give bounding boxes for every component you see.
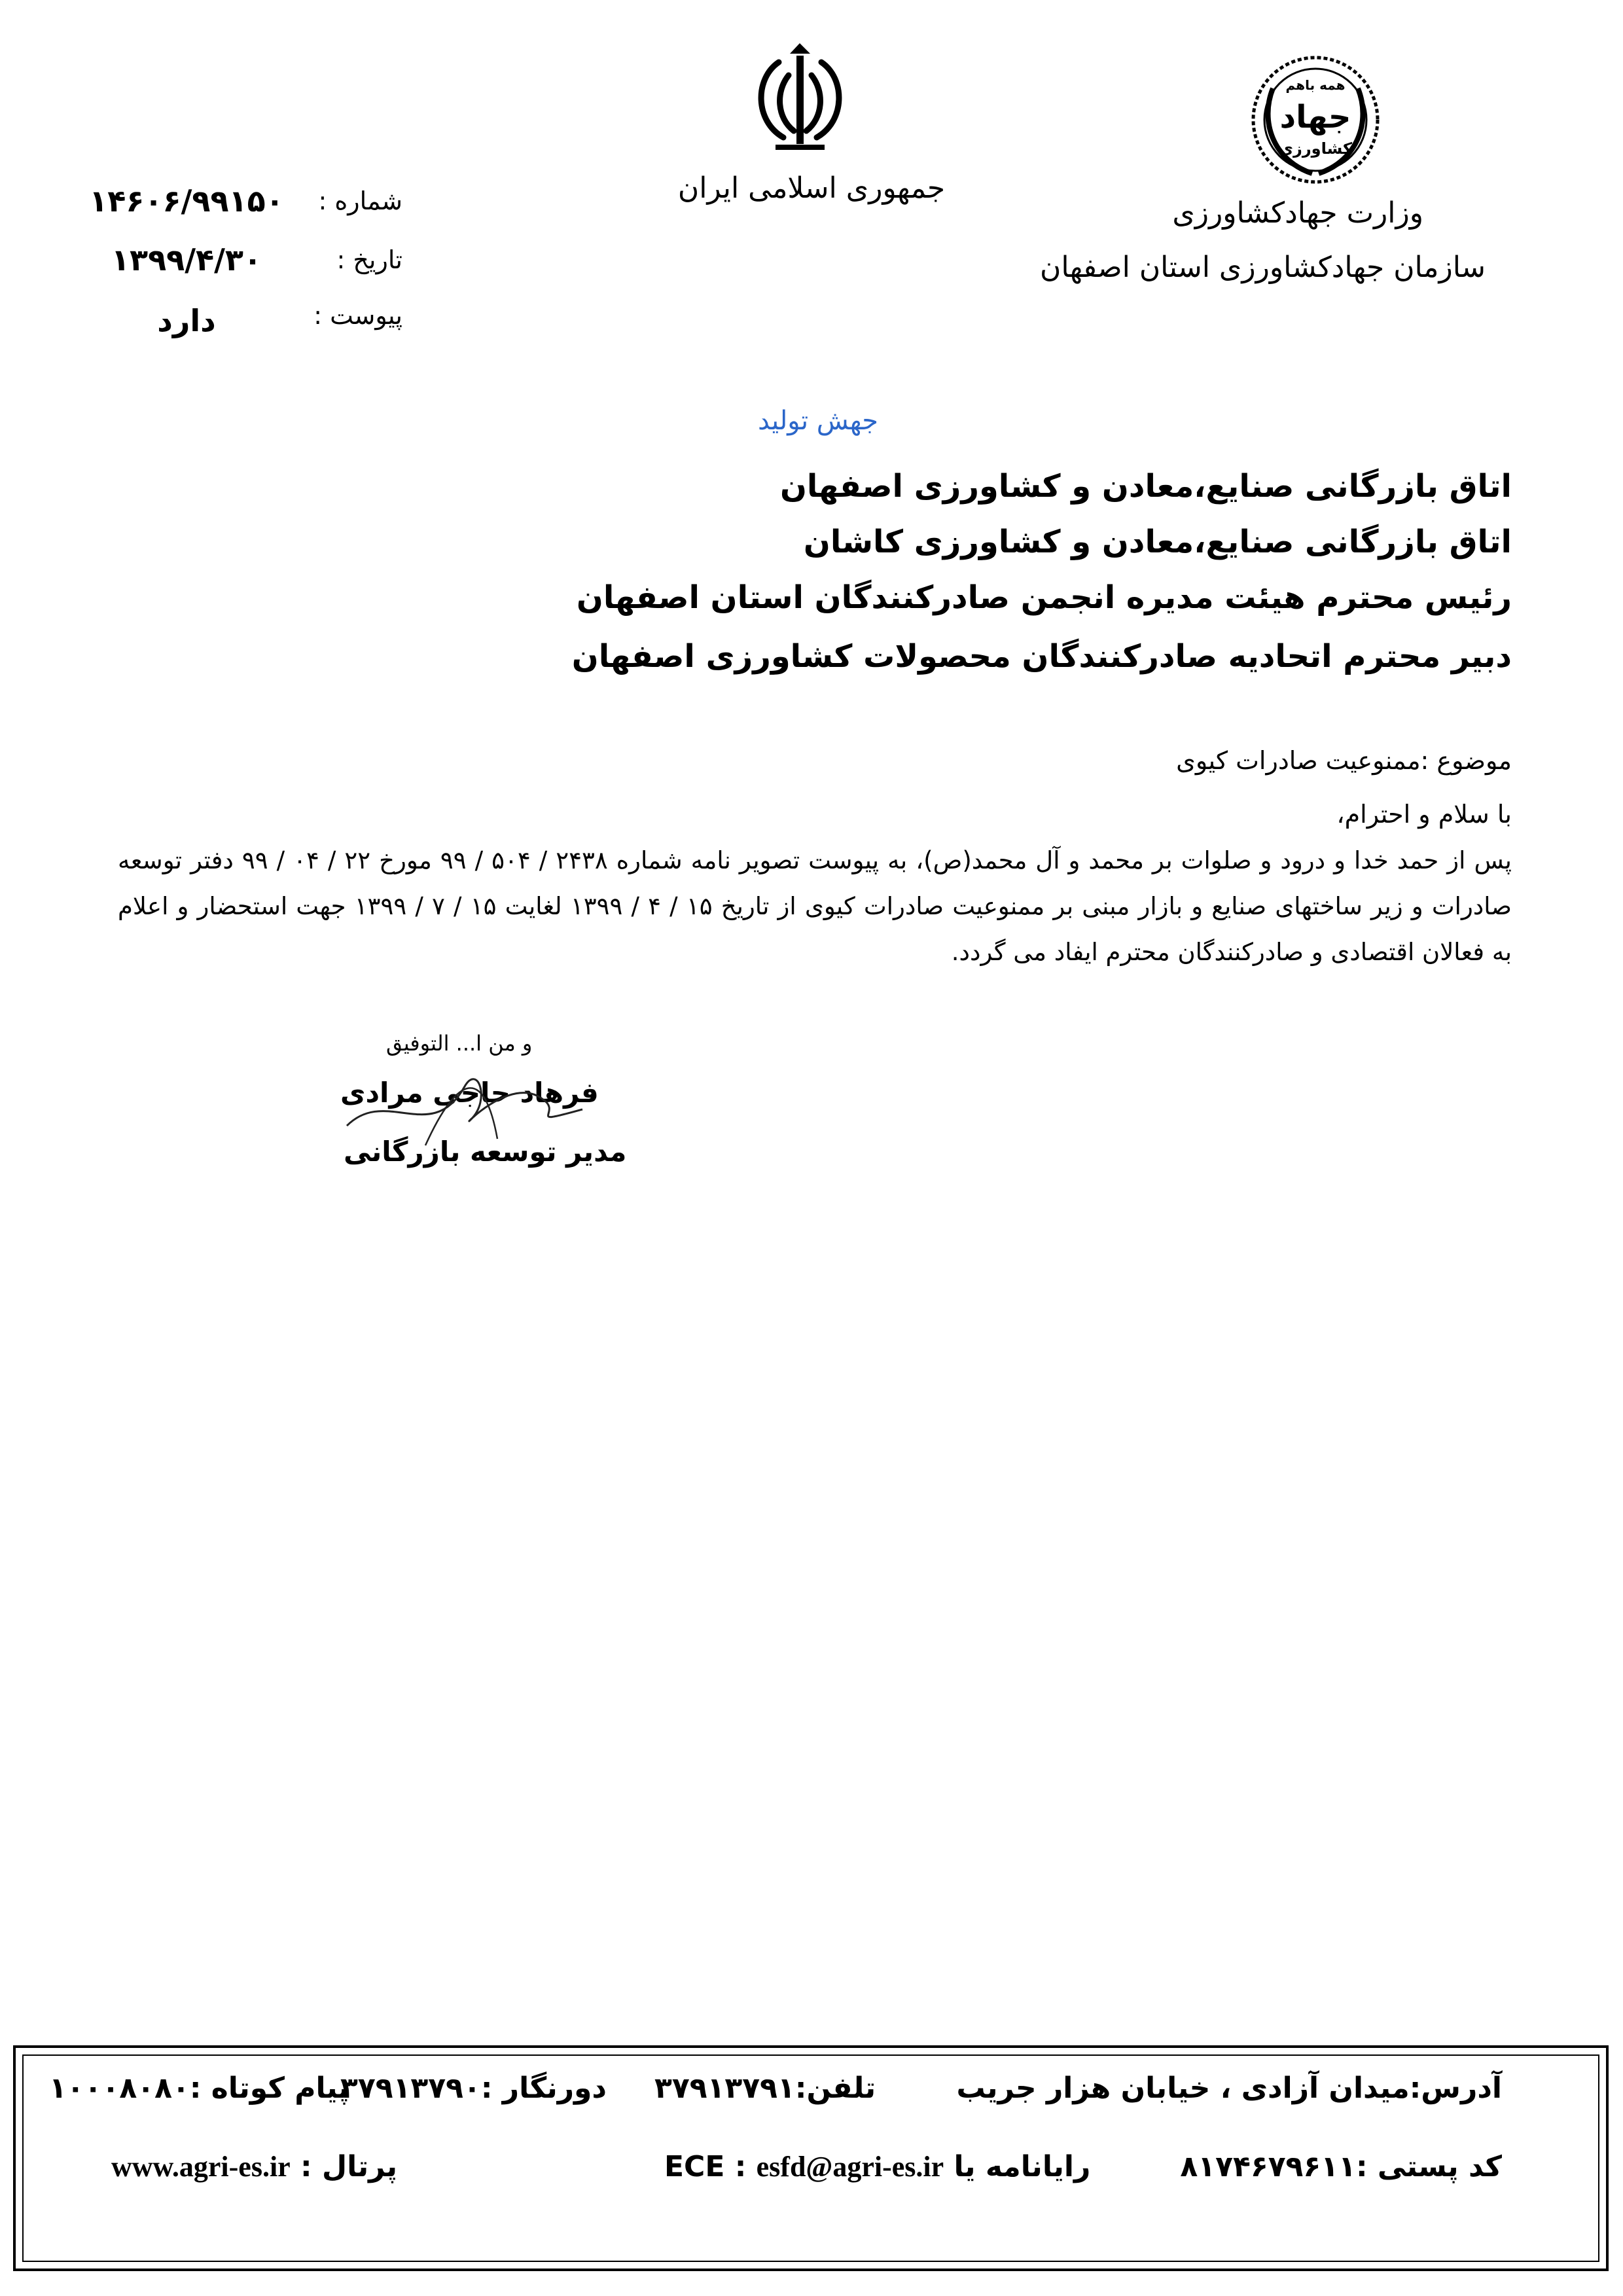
jihad-keshavarzi-logo-icon: [1247, 49, 1384, 190]
logo-bottom-text: کشاورزی: [1279, 139, 1352, 158]
iran-emblem-icon: [743, 39, 857, 157]
sms-label: پیام کوتاه :: [189, 2072, 349, 2105]
postal-label: کد پستی :: [1355, 2150, 1502, 2183]
closing-phrase: و من ا... التوفیق: [386, 1031, 533, 1056]
address-label: آدرس:: [1409, 2072, 1502, 2105]
letter-greeting: با سلام و احترام،: [1336, 800, 1512, 829]
logo-top-text: همه باهم: [1285, 77, 1346, 93]
recipient-line: دبیر محترم اتحادیه صادرکنندگان محصولات کشاورزی اصفهان: [571, 638, 1512, 675]
logo-main-text: جهاد: [1279, 99, 1351, 135]
slogan: جهش تولید: [758, 406, 878, 436]
footer-portal: [111, 2150, 397, 2183]
attachment-label: پیوست :: [313, 301, 402, 330]
sms-value: ۱۰۰۰۸۰۸۰: [49, 2072, 190, 2105]
footer-address: [956, 2072, 1502, 2105]
recipient-line: اتاق بازرگانی صنایع،معادن و کشاورزی اصفهان: [779, 468, 1512, 505]
republic-title: جمهوری اسلامی ایران: [677, 171, 946, 205]
address-value: میدان آزادی ، خیابان هزار جریب: [956, 2072, 1410, 2105]
footer-email: [664, 2150, 1090, 2183]
portal-label: پرتال :: [300, 2150, 398, 2183]
organization-name: سازمان جهادکشاورزی استان اصفهان: [1040, 251, 1486, 284]
signer-name: فرهاد حاجی مرادی: [340, 1077, 599, 1109]
number-label: شماره :: [318, 187, 402, 215]
footer-fax: [340, 2072, 607, 2105]
footer-postal-code: [1180, 2150, 1502, 2183]
postal-value: ۸۱۷۴۶۷۹۶۱۱: [1180, 2150, 1356, 2183]
email-link[interactable]: esfd@agri-es.ir: [756, 2151, 944, 2183]
letter-subject: موضوع :ممنوعیت صادرات کیوی: [1176, 746, 1512, 775]
signer-title: مدیر توسعه بازرگانی: [344, 1136, 627, 1168]
ministry-name: وزارت جهادکشاورزی: [1172, 196, 1423, 230]
handwritten-signature-icon: [327, 1047, 589, 1158]
date-label: تاریخ :: [336, 245, 402, 274]
email-label: رایانامه یا ECE :: [664, 2150, 1091, 2183]
letter-body: پس از حمد خدا و درود و صلوات بر محمد و آل محمد(ص)، به پیوست تصویر نامه شماره ۲۴۳۸ / ۵۰۴ / ۹۹ مورخ ۲۲ / ۰۴ / ۹۹ دفتر توسعه صادرات و زیر ساختهای صنایع و بازار مبنی بر ممنوعیت صادرات کیوی از تاریخ ۱۵ / ۴ / ۱۳۹۹ لغایت ۱۵ / ۷ / ۱۳۹۹ جهت استحضار و اعلام به فعالان اقتصادی و صادرکنندگان محترم ایفاد می گردد.: [118, 846, 1512, 966]
attachment-value: دارد: [157, 303, 216, 338]
letter-number: ۱۴۶۰۶/۹۹۱۵۰: [89, 183, 284, 219]
phone-value: ۳۷۹۱۳۷۹۱: [654, 2072, 795, 2105]
letter-date: ۱۳۹۹/۴/۳۰: [111, 242, 262, 278]
footer-phone: [654, 2072, 876, 2105]
fax-value: ۳۷۹۱۳۷۹۰: [340, 2072, 481, 2105]
phone-label: تلفن:: [794, 2072, 876, 2105]
footer-sms: [49, 2072, 349, 2105]
portal-link[interactable]: www.agri-es.ir: [111, 2151, 291, 2183]
recipient-line: اتاق بازرگانی صنایع،معادن و کشاورزی کاشان: [803, 524, 1512, 560]
recipient-line: رئیس محترم هیئت مدیره انجمن صادرکنندگان استان اصفهان: [576, 579, 1512, 616]
fax-label: دورنگار :: [480, 2072, 607, 2105]
